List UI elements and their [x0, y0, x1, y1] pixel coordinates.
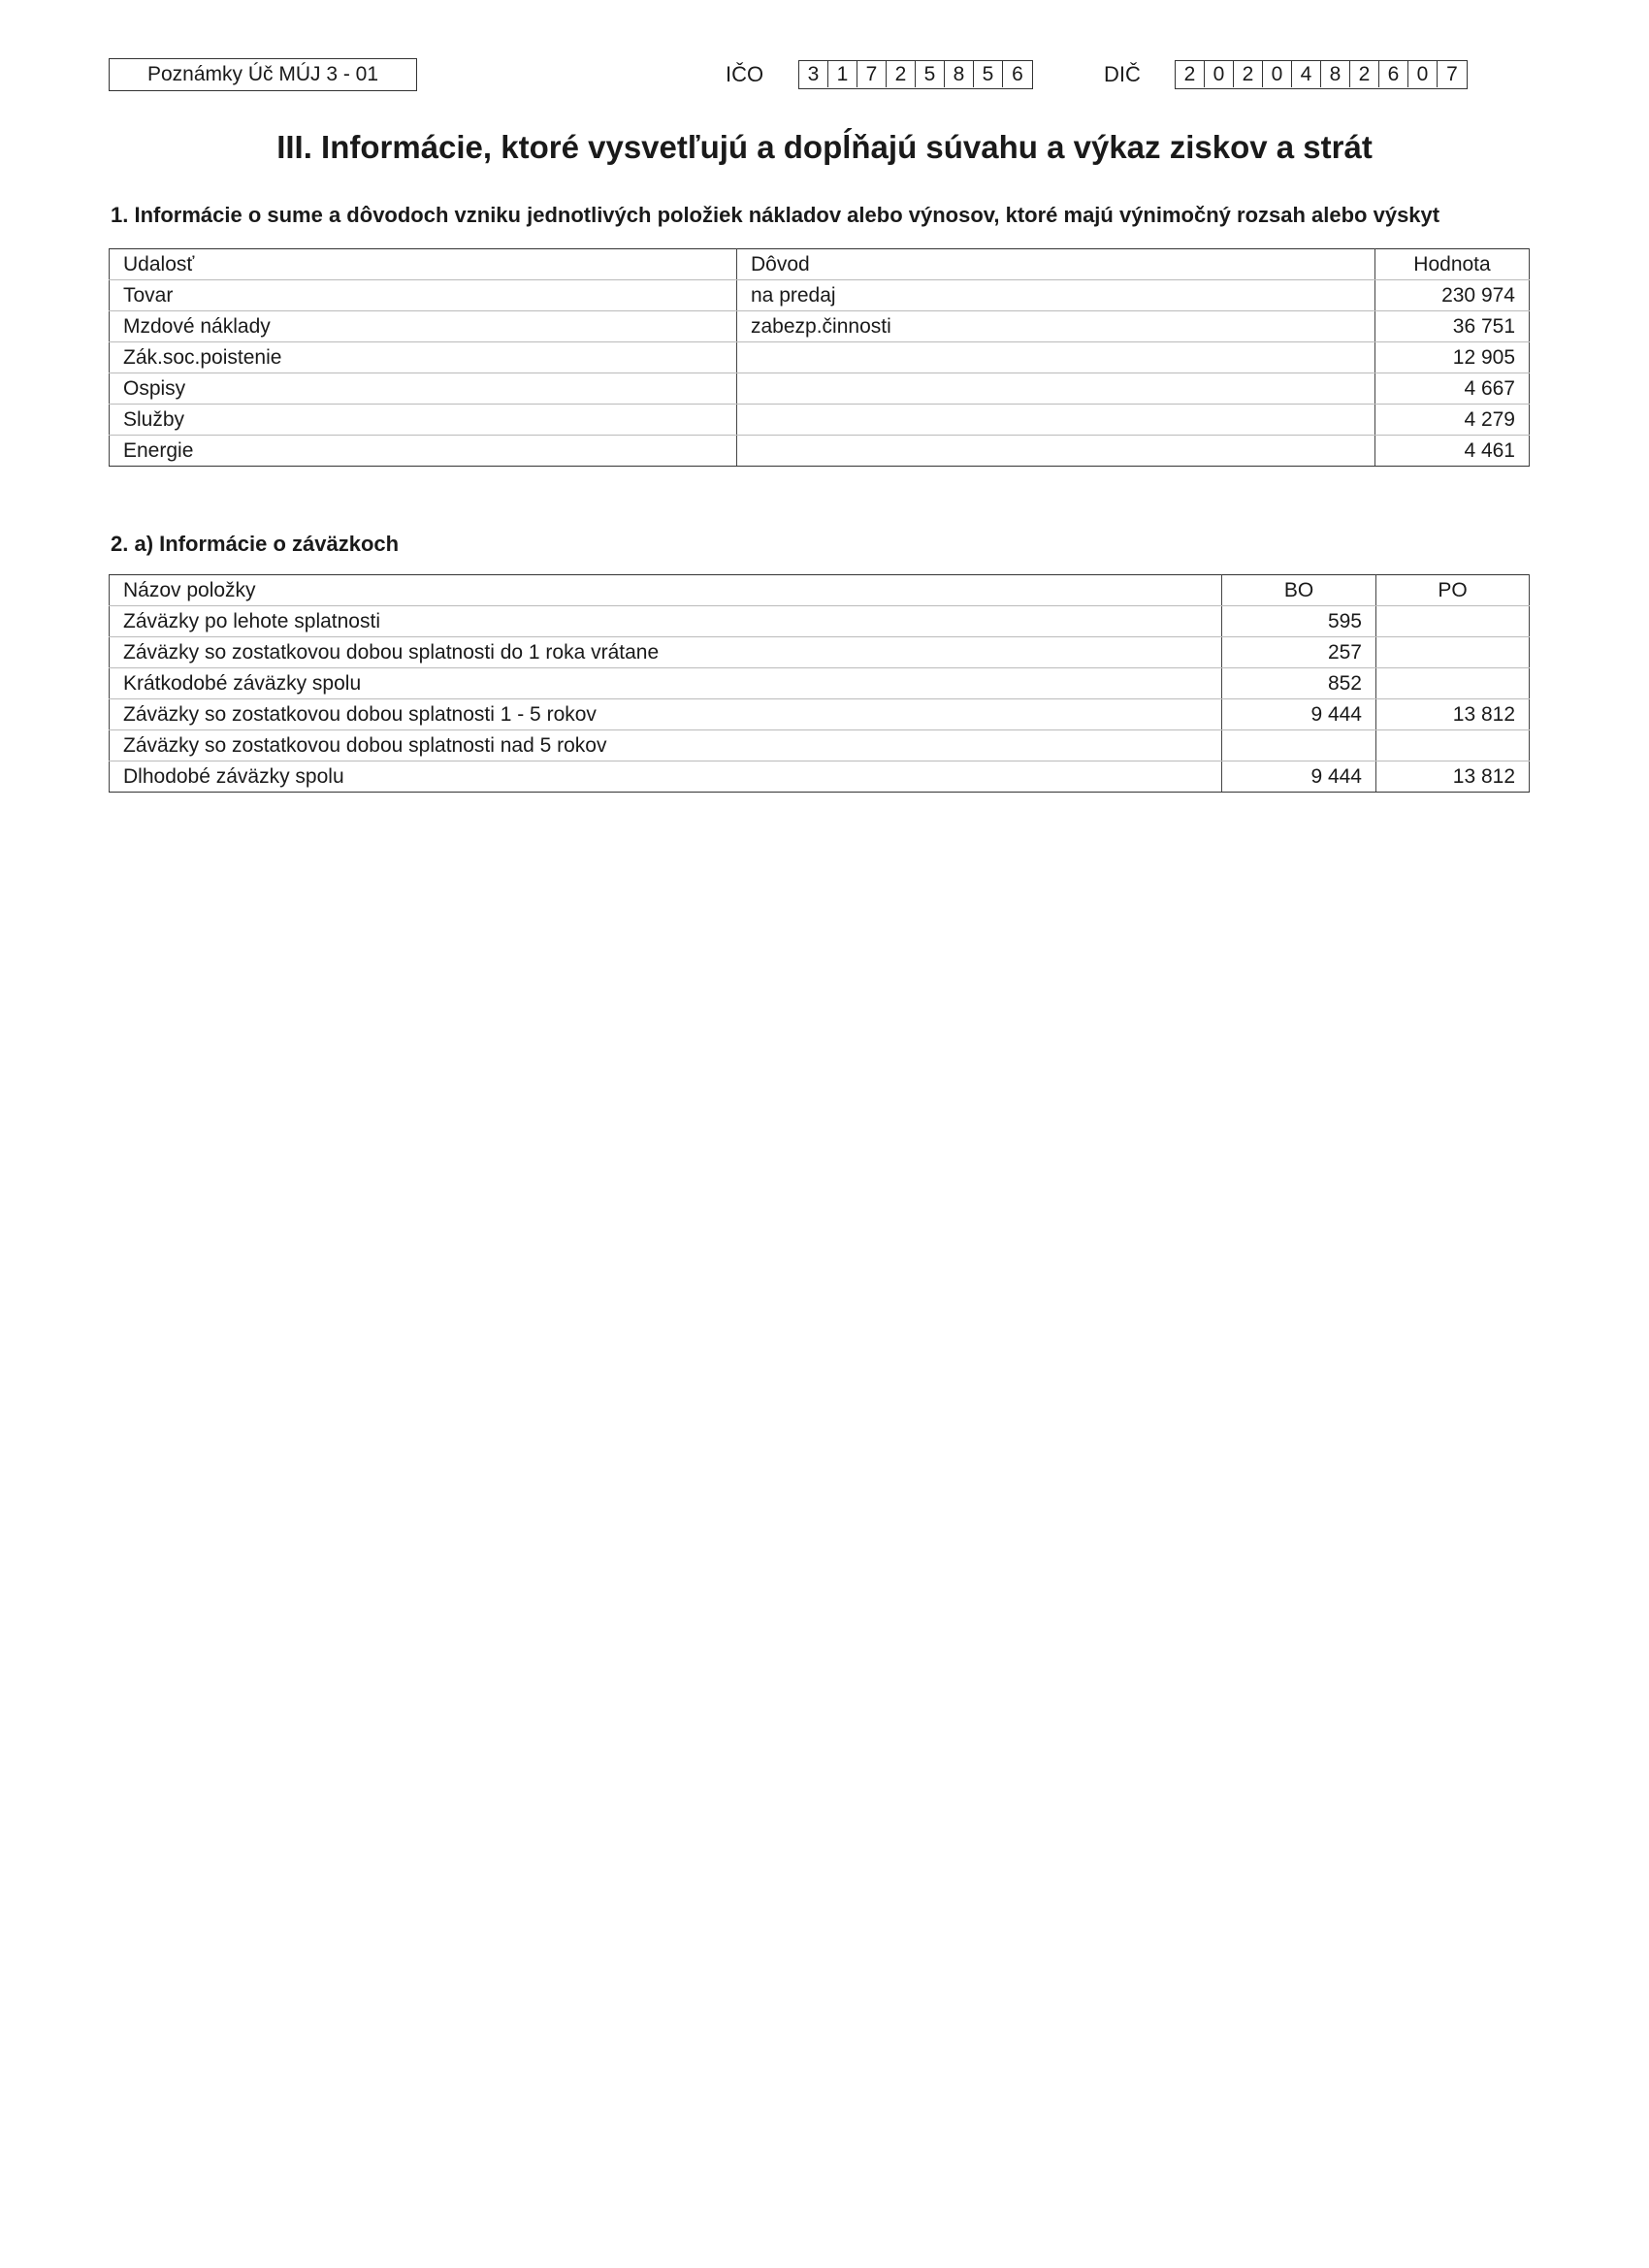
ico-digit: 8	[945, 61, 974, 87]
dic-digit: 6	[1379, 61, 1408, 87]
table-row	[110, 342, 1530, 373]
ico-digit: 7	[857, 61, 887, 87]
dic-label: DIČ	[1104, 62, 1141, 86]
dic-digit: 2	[1234, 61, 1263, 87]
po-cell: 13 812	[1376, 761, 1530, 793]
column-header: Hodnota	[1375, 249, 1530, 280]
bo-cell: 9 444	[1222, 699, 1376, 730]
value-cell: 4 667	[1375, 373, 1530, 405]
value-cell: 4 279	[1375, 405, 1530, 436]
bo-cell: 852	[1222, 668, 1376, 699]
table-row	[110, 730, 1530, 761]
liabilities-table	[109, 574, 1530, 793]
po-cell	[1376, 668, 1530, 699]
reason-cell	[737, 436, 1375, 467]
ico-digit: 2	[887, 61, 916, 87]
table-row	[110, 668, 1530, 699]
value-cell: 12 905	[1375, 342, 1530, 373]
dic-digit: 4	[1292, 61, 1321, 87]
column-header: Udalosť	[110, 249, 737, 280]
dic-digit: 8	[1321, 61, 1350, 87]
table-row	[110, 373, 1530, 405]
bo-cell	[1222, 730, 1376, 761]
item-name-cell: Krátkodobé záväzky spolu	[110, 668, 1222, 699]
event-cell: Mzdové náklady	[110, 311, 737, 342]
event-cell: Energie	[110, 436, 737, 467]
section2-heading: 2. a) Informácie o záväzkoch	[111, 532, 400, 556]
bo-cell: 595	[1222, 606, 1376, 637]
reason-cell	[737, 405, 1375, 436]
section1-heading: 1. Informácie o sume a dôvodoch vzniku jednotlivých položiek nákladov alebo výnosov, ktoré majú výnimočný rozsah alebo výskyt	[111, 203, 1440, 227]
ico-digits	[798, 60, 1033, 89]
ico-digit: 1	[828, 61, 857, 87]
item-name-cell: Záväzky so zostatkovou dobou splatnosti do 1 roka vrátane	[110, 637, 1222, 668]
item-name-cell: Dlhodobé záväzky spolu	[110, 761, 1222, 793]
table-header-row	[110, 249, 1530, 280]
reason-cell: na predaj	[737, 280, 1375, 311]
po-cell: 13 812	[1376, 699, 1530, 730]
reason-cell: zabezp.činnosti	[737, 311, 1375, 342]
value-cell: 230 974	[1375, 280, 1530, 311]
ico-digit: 3	[799, 61, 828, 87]
reason-cell	[737, 373, 1375, 405]
column-header: Dôvod	[737, 249, 1375, 280]
po-cell	[1376, 606, 1530, 637]
dic-digit: 0	[1263, 61, 1292, 87]
dic-digit: 0	[1408, 61, 1438, 87]
table-row	[110, 311, 1530, 342]
column-header: Názov položky	[110, 575, 1222, 606]
table-row	[110, 436, 1530, 467]
ico-digit: 6	[1012, 63, 1023, 85]
event-cell: Služby	[110, 405, 737, 436]
dic-digit: 2	[1350, 61, 1379, 87]
event-cell: Zák.soc.poistenie	[110, 342, 737, 373]
ico-digit: 5	[916, 61, 945, 87]
item-name-cell: Záväzky so zostatkovou dobou splatnosti 1 - 5 rokov	[110, 699, 1222, 730]
po-cell	[1376, 637, 1530, 668]
table-header-row	[110, 575, 1530, 606]
event-cell: Ospisy	[110, 373, 737, 405]
item-name-cell: Záväzky po lehote splatnosti	[110, 606, 1222, 637]
bo-cell: 9 444	[1222, 761, 1376, 793]
bo-cell: 257	[1222, 637, 1376, 668]
form-label: Poznámky Úč MÚJ 3 - 01	[109, 58, 417, 91]
dic-digits	[1175, 60, 1468, 89]
column-header: PO	[1376, 575, 1530, 606]
value-cell: 36 751	[1375, 311, 1530, 342]
exceptional-items-table	[109, 248, 1530, 467]
table-row	[110, 280, 1530, 311]
po-cell	[1376, 730, 1530, 761]
dic-digit: 0	[1205, 61, 1234, 87]
item-name-cell: Záväzky so zostatkovou dobou splatnosti nad 5 rokov	[110, 730, 1222, 761]
dic-digit: 7	[1446, 63, 1458, 85]
table-row	[110, 699, 1530, 730]
column-header: BO	[1222, 575, 1376, 606]
reason-cell	[737, 342, 1375, 373]
table-row	[110, 761, 1530, 793]
page-title: III. Informácie, ktoré vysvetľujú a dopĺňajú súvahu a výkaz ziskov a strát	[276, 129, 1373, 165]
event-cell: Tovar	[110, 280, 737, 311]
ico-label: IČO	[726, 62, 764, 86]
table-row	[110, 637, 1530, 668]
table-row	[110, 606, 1530, 637]
value-cell: 4 461	[1375, 436, 1530, 467]
ico-digit: 5	[974, 61, 1003, 87]
dic-digit: 2	[1176, 61, 1205, 87]
table-row	[110, 405, 1530, 436]
